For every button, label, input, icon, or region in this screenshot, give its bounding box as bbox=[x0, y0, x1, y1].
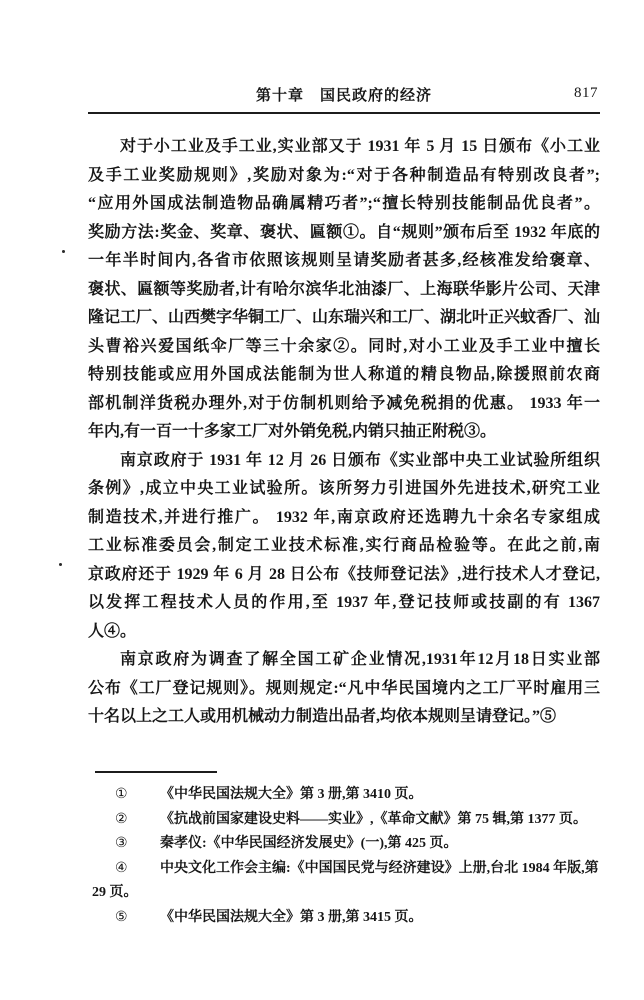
text-line: 京政府还于 1929 年 6 月 28 日公布《技师登记法》,进行技术人才登记, bbox=[88, 565, 600, 583]
footnote-marker: ⑤ bbox=[115, 909, 128, 925]
footnote-text: 《中华民国法规大全》第 3 册,第 3415 页。 bbox=[160, 909, 423, 925]
scan-speck bbox=[59, 563, 62, 566]
text-line: 南京政府于 1931 年 12 月 26 日颁布《实业部中央工业试验所组织 bbox=[120, 451, 600, 469]
footnote-text: 中央文化工作会主编:《中国国民党与经济建设》上册,台北 1984 年版,第 bbox=[160, 860, 599, 876]
footnote-text: 《抗战前国家建设史料——实业》,《革命文献》第 75 辑,第 1377 页。 bbox=[160, 811, 587, 827]
text-line: 人④。 bbox=[88, 622, 137, 640]
text-line: 隆记工厂、山西樊字华铜工厂、山东瑞兴和工厂、湖北叶正兴蚊香厂、汕 bbox=[88, 309, 600, 326]
text-line: “应用外国成法制造物品确属精巧者”;“擅长特别技能制品优良者”。 bbox=[88, 195, 600, 212]
text-line: 部机制洋货税办理外,对于仿制机则给予减免税捐的优惠。 1933 年一 bbox=[88, 394, 600, 412]
text-line: 以发挥工程技术人员的作用,至 1937 年,登记技师或技副的有 1367 bbox=[88, 594, 600, 611]
footnote-line bbox=[88, 808, 600, 833]
text-line: 制造技术,并进行推广。 1932 年,南京政府还选聘九十余名专家组成 bbox=[88, 508, 600, 526]
text-line: 公布《工厂登记规则》。规则规定:“凡中华民国境内之工厂平时雇用三 bbox=[88, 679, 600, 697]
page-number: 817 bbox=[574, 85, 598, 101]
footnote-line bbox=[88, 783, 600, 808]
text-line: 特别技能或应用外国成法能制为世人称道的精良物品,除援照前农商 bbox=[88, 366, 600, 383]
text-line: 一年半时间内,各省市依照该规则呈请奖励者甚多,经核准发给褒章、 bbox=[88, 252, 600, 269]
footnotes bbox=[88, 783, 600, 930]
footnote-separator bbox=[95, 771, 217, 773]
text-line: 对于小工业及手工业,实业部又于 1931 年 5 月 15 日颁布《小工业 bbox=[120, 138, 600, 155]
text-line: 南京政府为调查了解全国工矿企业情况,1931年12月18日实业部 bbox=[120, 651, 600, 668]
footnote-line bbox=[88, 906, 600, 931]
footnote-text: 秦孝仪:《中华民国经济发展史》(一),第 425 页。 bbox=[160, 836, 458, 851]
text-line: 褒状、匾额等奖励者,计有哈尔滨华北油漆厂、上海联华影片公司、天津 bbox=[88, 280, 600, 298]
scan-speck bbox=[62, 250, 65, 253]
text-line: 条例》,成立中央工业试验所。该所努力引进国外先进技术,研究工业 bbox=[88, 480, 600, 497]
footnote-marker: ④ bbox=[115, 860, 128, 876]
body-text bbox=[88, 133, 600, 732]
text-line: 年内,有一百一十多家工厂对外销免税,内销只抽正附税③。 bbox=[88, 423, 497, 440]
footnote-marker: ② bbox=[115, 811, 128, 827]
text-line: 工业标准委员会,制定工业技术标准,实行商品检验等。在此之前,南 bbox=[88, 537, 600, 554]
footnote-line: 29 页。 bbox=[92, 885, 138, 900]
footnote-line bbox=[88, 832, 600, 857]
footnote-text: 《中华民国法规大全》第 3 册,第 3410 页。 bbox=[160, 787, 423, 802]
footnote-marker: ① bbox=[115, 787, 128, 802]
text-line: 奖励方法:奖金、奖章、褒状、匾额①。自“规则”颁布后至 1932 年底的 bbox=[88, 223, 600, 241]
running-head-chapter-title: 第十章 国民政府的经济 bbox=[255, 88, 432, 104]
text-line: 十名以上之工人或用机械动力制造出品者,均依本规则呈请登记。”⑤ bbox=[88, 708, 557, 725]
text-line: 头曹裕兴爱国纸伞厂等三十余家②。同时,对小工业及手工业中擅长 bbox=[88, 337, 600, 355]
footnote-marker: ③ bbox=[115, 836, 128, 851]
text-line: 及手工业奖励规则》,奖励对象为:“对于各种制造品有特别改良者”; bbox=[88, 166, 600, 184]
page-header bbox=[88, 84, 600, 106]
header-rule bbox=[88, 112, 600, 114]
footnote-line bbox=[88, 857, 600, 882]
